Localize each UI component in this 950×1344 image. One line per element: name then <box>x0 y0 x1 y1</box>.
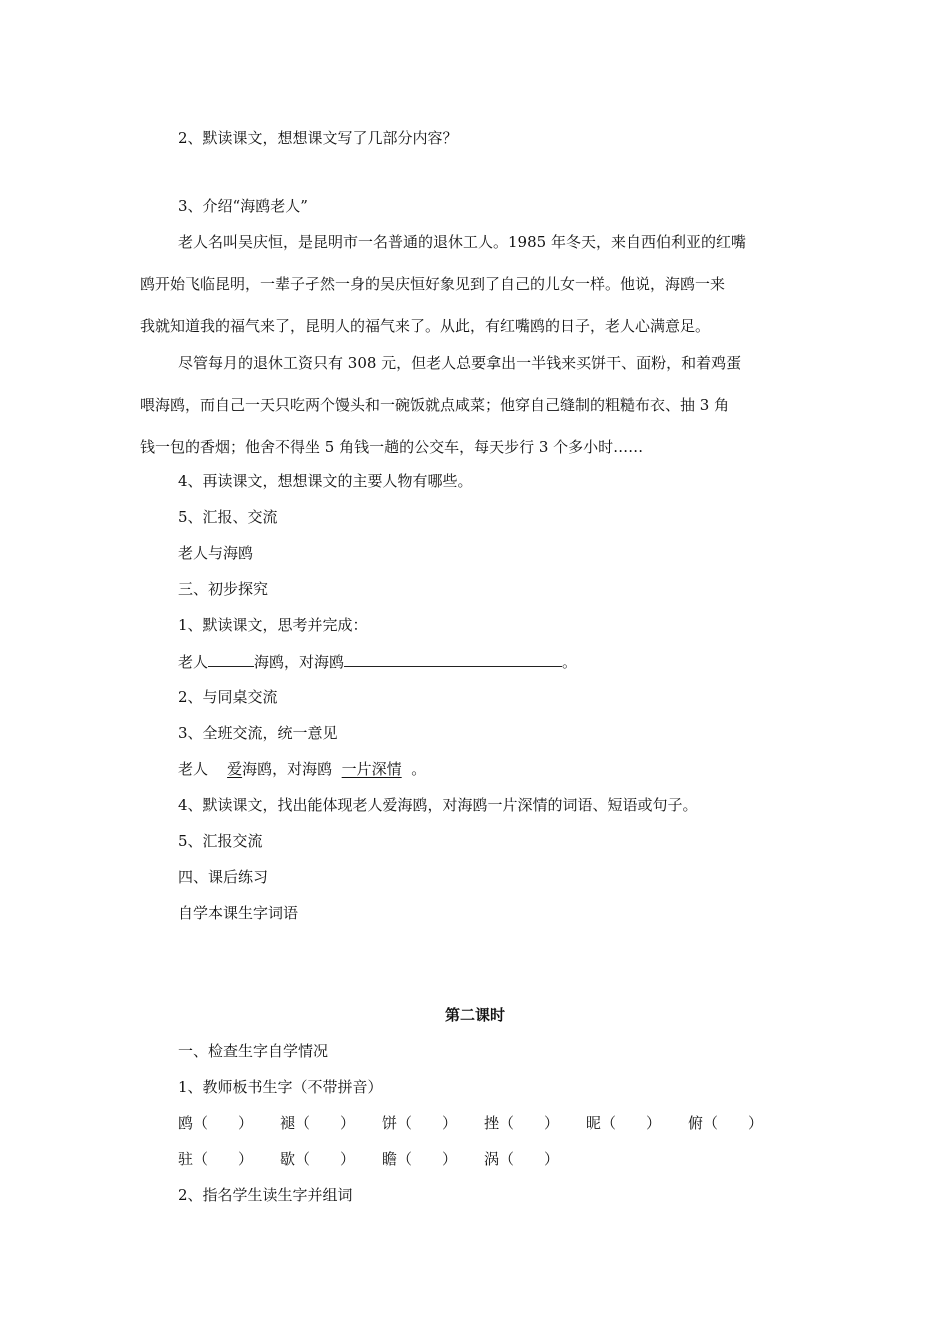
lesson-2-question-1: 1、教师板书生字（不带拼音） <box>178 1078 383 1096</box>
section-3-question-2: 2、与同桌交流 <box>178 688 278 706</box>
section-3-question-1: 1、默读课文，思考并完成： <box>178 616 368 634</box>
paragraph-1-line-1: 老人名叫吴庆恒，是昆明市一名普通的退休工人。1985 年冬天，来自西伯利亚的红嘴 <box>178 233 746 251</box>
blank-1[interactable] <box>208 651 254 667</box>
section-4-heading: 四、课后练习 <box>178 868 269 886</box>
character-item: 挫（ ） <box>484 1114 560 1132</box>
section-4-task: 自学本课生字词语 <box>178 904 299 922</box>
character-item: 昵（ ） <box>586 1114 662 1132</box>
paragraph-2-line-1: 尽管每月的退休工资只有 308 元，但老人总要拿出一半钱来买饼干、面粉，和着鸡蛋 <box>178 354 742 372</box>
question-2: 2、默读课文，想想课文写了几部分内容？ <box>178 129 458 147</box>
character-item: 驻（ ） <box>178 1150 254 1168</box>
fill-blank-prefix: 老人 <box>178 653 209 671</box>
paragraph-1-line-2: 鸥开始飞临昆明，一辈子孑然一身的吴庆恒好象见到了自己的儿女一样。他说，海鸥一来 <box>140 275 726 293</box>
character-item: 褪（ ） <box>280 1114 356 1132</box>
answer-text: 老人与海鸥 <box>178 544 254 562</box>
lesson-2-heading-1: 一、检查生字自学情况 <box>178 1042 329 1060</box>
filled-word-love: 爱 <box>227 760 243 778</box>
filled-middle: 海鸥，对海鸥 <box>242 760 333 778</box>
question-5: 5、汇报、交流 <box>178 508 278 526</box>
filled-word-affection: 一片深情 <box>341 760 402 778</box>
question-4: 4、再读课文，想想课文的主要人物有哪些。 <box>178 472 473 490</box>
filled-prefix: 老人 <box>178 760 209 778</box>
character-item: 鸥（ ） <box>178 1114 254 1132</box>
filled-end: 。 <box>411 760 427 778</box>
fill-blank-middle: 海鸥，对海鸥 <box>254 653 345 671</box>
section-3-question-4: 4、默读课文，找出能体现老人爱海鸥，对海鸥一片深情的词语、短语或句子。 <box>178 796 698 814</box>
section-3-question-5: 5、汇报交流 <box>178 832 263 850</box>
character-row-1 <box>178 1113 790 1133</box>
character-item: 歇（ ） <box>280 1150 356 1168</box>
section-3-question-3: 3、全班交流，统一意见 <box>178 724 338 742</box>
character-row-2 <box>178 1149 586 1169</box>
character-item: 涡（ ） <box>484 1150 560 1168</box>
lesson-2-question-2: 2、指名学生读生字并组词 <box>178 1186 353 1204</box>
filled-answer-line <box>178 759 426 779</box>
paragraph-2-line-2: 喂海鸥，而自己一天只吃两个馒头和一碗饭就点咸菜；他穿自己缝制的粗糙布衣、抽 3 角 <box>140 396 730 414</box>
character-item: 瞻（ ） <box>382 1150 458 1168</box>
character-item: 俯（ ） <box>688 1114 764 1132</box>
lesson-2-title: 第二课时 <box>444 1006 505 1024</box>
character-item: 饼（ ） <box>382 1114 458 1132</box>
paragraph-1-line-3: 我就知道我的福气来了，昆明人的福气来了。从此，有红嘴鸥的日子，老人心满意足。 <box>140 317 711 335</box>
paragraph-2-line-3: 钱一包的香烟；他舍不得坐 5 角钱一趟的公交车，每天步行 3 个多小时…… <box>140 438 644 456</box>
fill-blank-end: 。 <box>562 653 578 671</box>
blank-2[interactable] <box>344 651 562 667</box>
question-3: 3、介绍“海鸥老人” <box>178 197 308 215</box>
fill-blank-line <box>178 651 577 672</box>
section-3-heading: 三、初步探究 <box>178 580 269 598</box>
